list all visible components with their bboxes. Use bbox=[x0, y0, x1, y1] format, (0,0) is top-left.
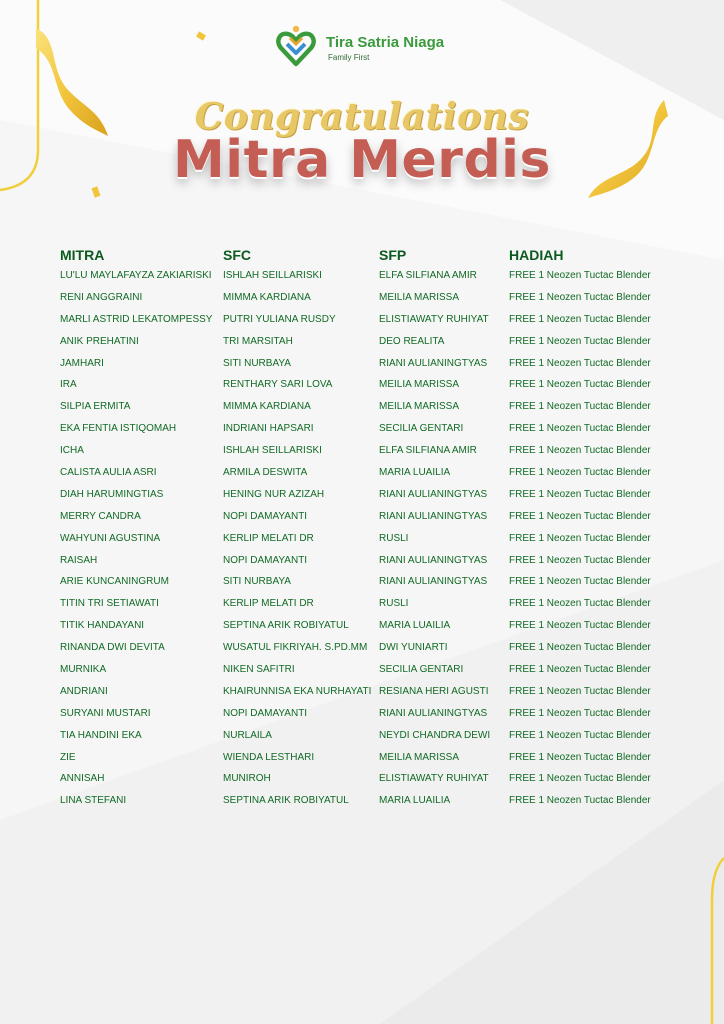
congratulations-heading: Congratulations bbox=[194, 96, 530, 138]
cell-sfp: RIANI AULIANINGTYAS bbox=[379, 357, 488, 369]
cell-sfp: ELISTIAWATY RUHIYAT bbox=[379, 313, 489, 325]
cell-sfp: RIANI AULIANINGTYAS bbox=[379, 488, 488, 500]
table-row bbox=[60, 771, 680, 793]
table-row bbox=[60, 290, 680, 312]
table-row bbox=[60, 268, 680, 290]
cell-hadiah: FREE 1 Neozen Tuctac Blender bbox=[509, 510, 651, 522]
table-row bbox=[60, 399, 680, 421]
cell-sfp: ELFA SILFIANA AMIR bbox=[379, 270, 477, 281]
cell-hadiah: FREE 1 Neozen Tuctac Blender bbox=[509, 401, 651, 413]
table-row bbox=[60, 618, 680, 640]
table-row bbox=[60, 443, 680, 465]
cell-sfp: MEILIA MARISSA bbox=[379, 379, 460, 391]
cell-hadiah: FREE 1 Neozen Tuctac Blender bbox=[509, 270, 651, 281]
cell-mitra: ANNISAH bbox=[60, 773, 105, 785]
cell-hadiah: FREE 1 Neozen Tuctac Blender bbox=[509, 642, 651, 654]
cell-sfc: NIKEN SAFITRI bbox=[223, 664, 295, 676]
cell-mitra: EKA FENTIA ISTIQOMAH bbox=[60, 423, 177, 435]
cell-sfp: DEO REALITA bbox=[379, 335, 445, 347]
table-row bbox=[60, 750, 680, 772]
cell-mitra: SILPIA ERMITA bbox=[60, 401, 131, 413]
cell-sfp: MEILIA MARISSA bbox=[379, 291, 460, 303]
cell-mitra: IRA bbox=[60, 379, 77, 391]
brand-tagline: Family First bbox=[328, 53, 370, 62]
cell-sfc: MIMMA KARDIANA bbox=[223, 401, 311, 413]
column-header-sfp: SFP bbox=[379, 247, 407, 263]
cell-hadiah: FREE 1 Neozen Tuctac Blender bbox=[509, 291, 651, 303]
table-row bbox=[60, 553, 680, 575]
cell-sfc: ISHLAH SEILLARISKI bbox=[223, 445, 322, 457]
cell-sfc: NOPI DAMAYANTI bbox=[223, 707, 308, 719]
cell-sfp: RIANI AULIANINGTYAS bbox=[379, 707, 488, 719]
cell-sfp: DWI YUNIARTI bbox=[379, 642, 448, 654]
table-row bbox=[60, 640, 680, 662]
cell-mitra: ANDRIANI bbox=[60, 685, 108, 697]
cell-mitra: JAMHARI bbox=[60, 357, 104, 369]
table-body bbox=[60, 268, 680, 815]
table-row bbox=[60, 531, 680, 553]
table-row bbox=[60, 596, 680, 618]
table-row bbox=[60, 465, 680, 487]
cell-mitra: RAISAH bbox=[60, 554, 98, 566]
cell-sfc: INDRIANI HAPSARI bbox=[223, 423, 314, 435]
cell-hadiah: FREE 1 Neozen Tuctac Blender bbox=[509, 598, 651, 610]
cell-hadiah: FREE 1 Neozen Tuctac Blender bbox=[509, 532, 651, 544]
cell-hadiah: FREE 1 Neozen Tuctac Blender bbox=[509, 554, 651, 566]
cell-hadiah: FREE 1 Neozen Tuctac Blender bbox=[509, 488, 651, 500]
cell-hadiah: FREE 1 Neozen Tuctac Blender bbox=[509, 795, 651, 807]
cell-sfp: NEYDI CHANDRA DEWI bbox=[379, 729, 491, 741]
cell-sfp: MARIA LUAILIA bbox=[379, 467, 451, 479]
cell-mitra: MURNIKA bbox=[60, 664, 107, 676]
cell-mitra: RINANDA DWI DEVITA bbox=[60, 642, 165, 654]
cell-sfc: RENTHARY SARI LOVA bbox=[223, 379, 333, 391]
cell-sfc: TRI MARSITAH bbox=[223, 335, 293, 347]
cell-hadiah: FREE 1 Neozen Tuctac Blender bbox=[509, 664, 651, 676]
cell-sfp: SECILIA GENTARI bbox=[379, 423, 464, 435]
cell-hadiah: FREE 1 Neozen Tuctac Blender bbox=[509, 445, 651, 457]
cell-sfp: MEILIA MARISSA bbox=[379, 401, 460, 413]
cell-sfc: KERLIP MELATI DR bbox=[223, 532, 314, 544]
cell-mitra: LINA STEFANI bbox=[60, 795, 127, 807]
cell-mitra: TIA HANDINI EKA bbox=[60, 729, 142, 741]
table-header-row bbox=[60, 244, 680, 268]
cell-mitra: RENI ANGGRAINI bbox=[60, 291, 143, 303]
cell-sfc: SITI NURBAYA bbox=[223, 576, 291, 588]
cell-hadiah: FREE 1 Neozen Tuctac Blender bbox=[509, 313, 651, 325]
brand-name: Tira Satria Niaga bbox=[326, 34, 445, 51]
cell-sfp: SECILIA GENTARI bbox=[379, 664, 464, 676]
table-row bbox=[60, 574, 680, 596]
cell-sfc: HENING NUR AZIZAH bbox=[223, 488, 325, 500]
cell-mitra: CALISTA AULIA ASRI bbox=[60, 467, 157, 479]
cell-sfc: KERLIP MELATI DR bbox=[223, 598, 314, 610]
cell-sfp: MARIA LUAILIA bbox=[379, 795, 451, 807]
cell-sfp: MEILIA MARISSA bbox=[379, 751, 460, 763]
table-row bbox=[60, 487, 680, 509]
cell-hadiah: FREE 1 Neozen Tuctac Blender bbox=[509, 620, 651, 632]
cell-mitra: ICHA bbox=[60, 445, 84, 457]
cell-hadiah: FREE 1 Neozen Tuctac Blender bbox=[509, 467, 651, 479]
cell-mitra: TITIK HANDAYANI bbox=[60, 620, 145, 632]
cell-sfp: RUSLI bbox=[379, 532, 409, 544]
cell-sfp: ELFA SILFIANA AMIR bbox=[379, 445, 477, 457]
heart-logo-icon bbox=[274, 24, 318, 68]
cell-hadiah: FREE 1 Neozen Tuctac Blender bbox=[509, 576, 651, 588]
cell-hadiah: FREE 1 Neozen Tuctac Blender bbox=[509, 707, 651, 719]
cell-mitra: SURYANI MUSTARI bbox=[60, 707, 151, 719]
cell-mitra: DIAH HARUMINGTIAS bbox=[60, 488, 164, 500]
cell-mitra: TITIN TRI SETIAWATI bbox=[60, 598, 159, 610]
cell-hadiah: FREE 1 Neozen Tuctac Blender bbox=[509, 685, 651, 697]
cell-hadiah: FREE 1 Neozen Tuctac Blender bbox=[509, 379, 651, 391]
cell-sfp: ELISTIAWATY RUHIYAT bbox=[379, 773, 489, 785]
cell-sfp: RIANI AULIANINGTYAS bbox=[379, 576, 488, 588]
table-row bbox=[60, 312, 680, 334]
brand-logo bbox=[272, 22, 462, 70]
cell-mitra: WAHYUNI AGUSTINA bbox=[60, 532, 161, 544]
cell-sfp: RUSLI bbox=[379, 598, 409, 610]
cell-mitra: ARIE KUNCANINGRUM bbox=[60, 576, 169, 588]
column-header-hadiah: HADIAH bbox=[509, 247, 564, 263]
cell-hadiah: FREE 1 Neozen Tuctac Blender bbox=[509, 423, 651, 435]
column-header-mitra: MITRA bbox=[60, 247, 105, 263]
header bbox=[0, 0, 724, 220]
table-row bbox=[60, 793, 680, 815]
cell-sfc: KHAIRUNNISA EKA NURHAYATI bbox=[223, 685, 372, 697]
cell-sfc: WIENDA LESTHARI bbox=[223, 751, 315, 763]
cell-hadiah: FREE 1 Neozen Tuctac Blender bbox=[509, 729, 651, 741]
cell-mitra: ZIE bbox=[60, 751, 76, 763]
cell-sfp: RIANI AULIANINGTYAS bbox=[379, 554, 488, 566]
cell-sfc: SITI NURBAYA bbox=[223, 357, 291, 369]
cell-hadiah: FREE 1 Neozen Tuctac Blender bbox=[509, 751, 651, 763]
table-row bbox=[60, 662, 680, 684]
column-header-sfc: SFC bbox=[223, 247, 251, 263]
cell-sfc: SEPTINA ARIK ROBIYATUL bbox=[223, 795, 349, 807]
cell-sfc: WUSATUL FIKRIYAH. S.PD.MM bbox=[223, 642, 368, 654]
cell-mitra: LU'LU MAYLAFAYZA ZAKIARISKI bbox=[60, 270, 212, 281]
table-row bbox=[60, 706, 680, 728]
cell-hadiah: FREE 1 Neozen Tuctac Blender bbox=[509, 773, 651, 785]
table-row bbox=[60, 421, 680, 443]
cell-sfc: PUTRI YULIANA RUSDY bbox=[223, 313, 336, 325]
cell-sfc: NOPI DAMAYANTI bbox=[223, 510, 308, 522]
cell-mitra: ANIK PREHATINI bbox=[60, 335, 139, 347]
cell-sfc: NURLAILA bbox=[223, 729, 272, 741]
cell-hadiah: FREE 1 Neozen Tuctac Blender bbox=[509, 335, 651, 347]
cell-sfc: MUNIROH bbox=[223, 773, 271, 785]
table-row bbox=[60, 684, 680, 706]
cell-sfp: RESIANA HERI AGUSTI bbox=[379, 685, 489, 697]
cell-sfp: RIANI AULIANINGTYAS bbox=[379, 510, 488, 522]
winners-table bbox=[60, 244, 680, 815]
table-row bbox=[60, 334, 680, 356]
cell-sfc: MIMMA KARDIANA bbox=[223, 291, 311, 303]
table-row bbox=[60, 377, 680, 399]
table-row bbox=[60, 728, 680, 750]
cell-sfc: SEPTINA ARIK ROBIYATUL bbox=[223, 620, 349, 632]
cell-hadiah: FREE 1 Neozen Tuctac Blender bbox=[509, 357, 651, 369]
cell-sfc: ISHLAH SEILLARISKI bbox=[223, 270, 322, 281]
cell-mitra: MERRY CANDRA bbox=[60, 510, 141, 522]
cell-mitra: MARLI ASTRID LEKATOMPESSY bbox=[60, 313, 213, 325]
table-row bbox=[60, 356, 680, 378]
cell-sfp: MARIA LUAILIA bbox=[379, 620, 451, 632]
cell-sfc: ARMILA DESWITA bbox=[223, 467, 308, 479]
page-title: Mitra Merdis bbox=[173, 130, 551, 190]
table-row bbox=[60, 509, 680, 531]
cell-sfc: NOPI DAMAYANTI bbox=[223, 554, 308, 566]
